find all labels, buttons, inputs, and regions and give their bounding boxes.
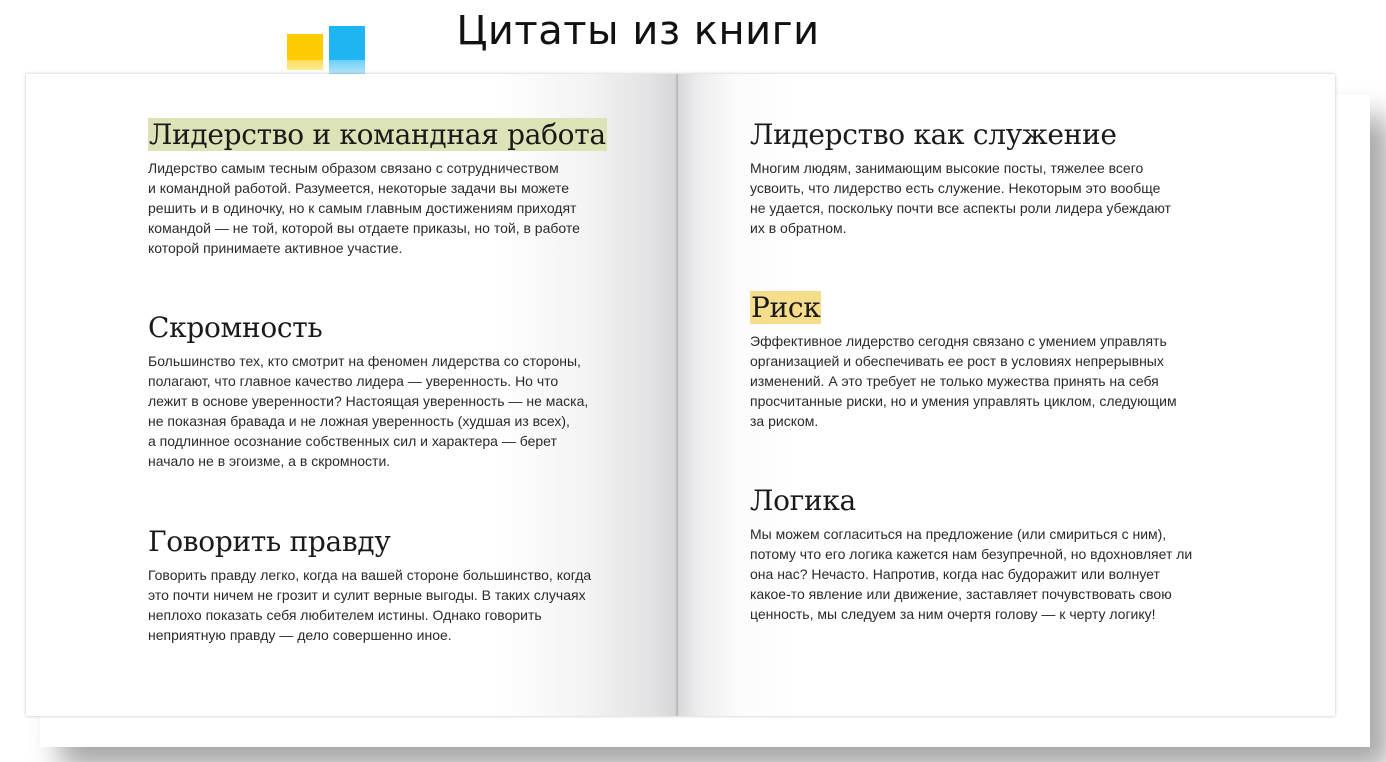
quote-text: Лидерство самым тесным образом связано с сотрудничеством и командной работой. Разумеется, некоторые задачи вы можете решить и в одиночку, но к самым главным достижениям приходят командой — не той, которой вы отдаете приказы, но той, в работе которой принимаете активное участие.: [148, 160, 580, 256]
quote-heading: Говорить правду: [148, 525, 391, 558]
quote-heading: Скромность: [148, 311, 323, 344]
page-title-text: Цитаты из книги: [456, 8, 820, 54]
book-right-page: [678, 74, 1335, 716]
quote-heading: Лидерство и командная работа: [149, 118, 606, 151]
quote-section-logic: [750, 484, 1270, 624]
page-title: [0, 8, 1276, 54]
quote-text: Многим людям, занимающим высокие посты, тяжелее всего усвоить, что лидерство есть служение. Некоторым это вообще не удается, поскольку почти все аспекты роли лидера убеждают их в обратном.: [750, 160, 1171, 236]
quote-section-truth: [148, 525, 648, 645]
quote-text: Эффективное лидерство сегодня связано с умением управлять организацией и обеспечивать ее рост в условиях непрерывных изменений. А это требует не только мужества принять на себя просчитанные риски, но и умения управлять циклом, следующим за риском.: [750, 333, 1177, 429]
quote-section-teamwork: [148, 118, 648, 258]
quote-heading: Риск: [751, 291, 821, 324]
quote-section-risk: [750, 291, 1270, 431]
quote-heading: Лидерство как служение: [750, 118, 1117, 151]
quote-text: Мы можем согласиться на предложение (или смириться с ним), потому что его логика кажется нам безупречной, но вдохновляет ли она нас? Нечасто. Напротив, когда нас будоражит или волнует какое-то явление или движение, заставляет почувствовать свою ценность, мы следуем за ним очертя голову — к черту логику!: [750, 526, 1193, 622]
quote-text: Большинство тех, кто смотрит на феномен лидерства со стороны, полагают, что главное качество лидера — уверенность. Но что лежит в основе уверенности? Настоящая уверенность — не маска, не показная бравада и не ложная уверенность (худшая из всех), а подлинное осознание собственных сил и характера — берет начало не в эгоизме, а в скромности.: [148, 353, 589, 469]
quote-section-modesty: [148, 311, 648, 471]
quote-text: Говорить правду легко, когда на вашей стороне большинство, когда это почти ничем не грозит и сулит верные выгоды. В таких случаях неплохо показать себя любителем истины. Однако говорить неприятную правду — дело совершенно иное.: [148, 567, 592, 643]
quote-section-service: [750, 118, 1270, 238]
book-left-page: [26, 74, 678, 716]
quote-heading: Логика: [750, 484, 856, 517]
